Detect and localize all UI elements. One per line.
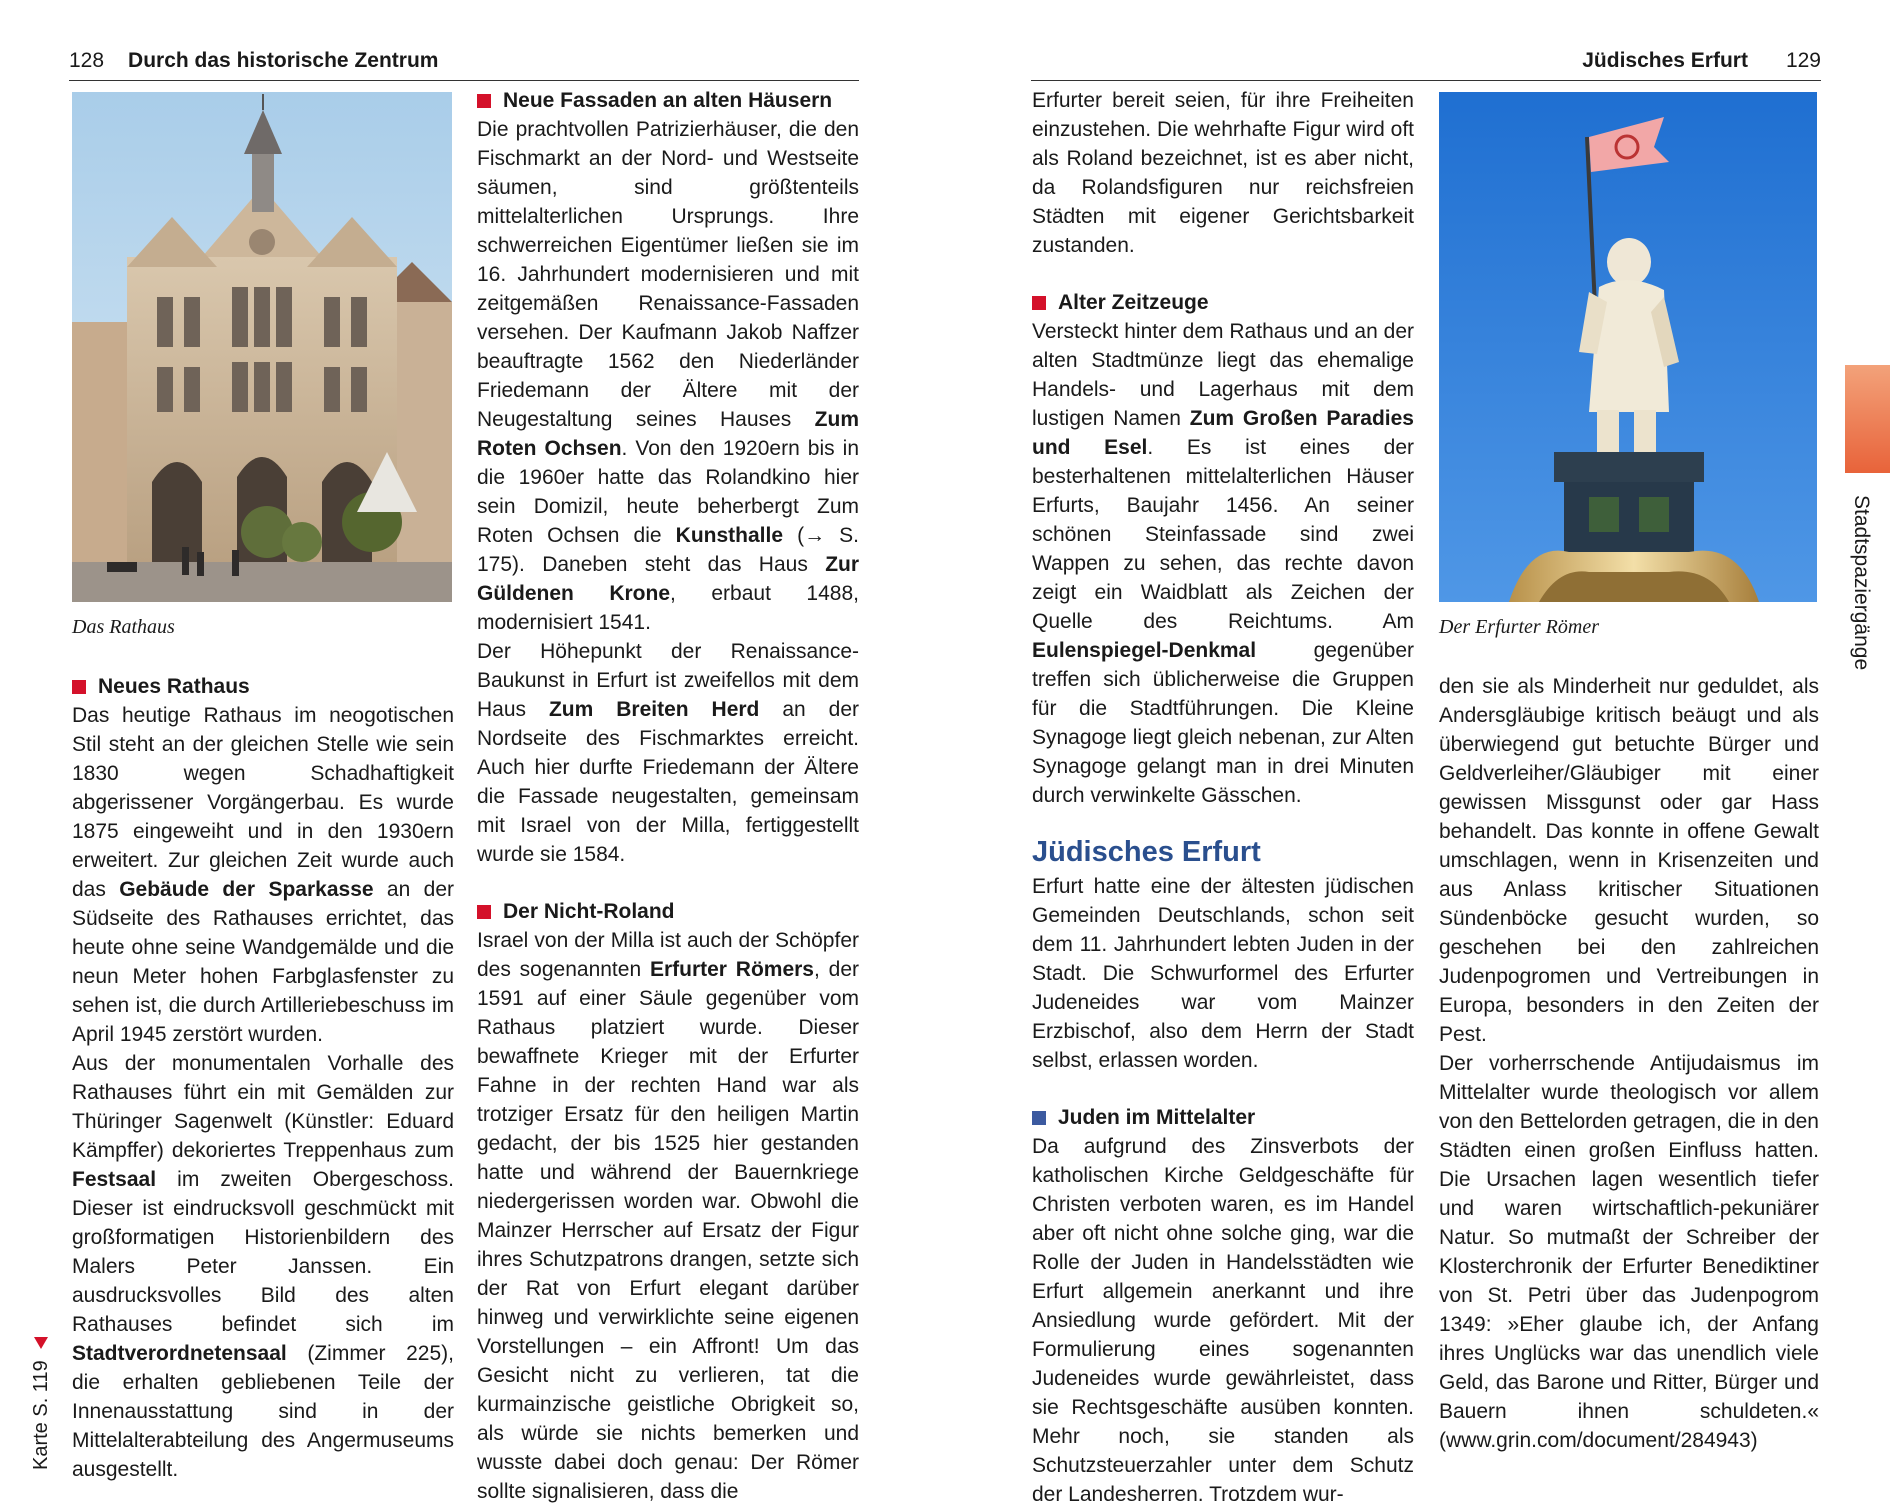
right-page [945, 0, 1890, 1506]
photo-caption: Der Erfurter Römer [1439, 616, 1599, 638]
rathaus-photo [72, 92, 452, 602]
bold-term: Zur Güldenen Krone [477, 553, 860, 605]
paragraph: den sie als Minderheit nur geduldet, als Andersgläubige kritisch beäugt und als überwiegend gut betuchte Bürger und Geldverleiher/Gläubiger mit einer gewissen Missgunst oder gar Hass behandelt. Das konnte in offene Gewalt umschlagen, wenn in Krisenzeiten und aus Anlass kritischer Situationen Sündenböcke gesucht wurden, so geschehen bei den zahlreichen Judenpogromen und Vertreibungen in Europa, besonders in den Zeiten der Pest. [1439, 675, 1819, 1046]
left-column-2 [477, 86, 859, 1506]
page-number: 129 [1785, 49, 1821, 72]
paragraph: Aus der monumentalen Vorhalle des Rathauses führt ein mit Gemälden zur Thüringer Sagenwelt (Künstler: Eduard Kämpffer) dekoriertes Treppenhaus zum Festsaal im zweiten Obergeschoss. Dieser ist eindrucksvoll geschmückt mit großformatigen Historienbildern des Malers Peter Janssen. Ein ausdrucksvolles Bild des alten Rathauses befindet sich im Stadtverordnetensaal (Zimmer 225), die erhalten gebliebenen Teile der Innenausstattung sind in der Mittelalterabteilung des Angermuseums ausgestellt. [72, 1052, 454, 1481]
bold-term: Zum Großen Paradies und Esel [1032, 407, 1414, 459]
section-heading-mittelalter: Juden im Mittelalter [1032, 1103, 1414, 1132]
bold-term: Gebäude der Sparkasse [119, 878, 374, 901]
page-number: 128 [69, 49, 105, 72]
chapter-tab[interactable] [1845, 365, 1890, 473]
left-column-1 [72, 672, 454, 1484]
red-square-icon [477, 94, 491, 108]
paragraph: Da aufgrund des Zinsverbots der katholischen Kirche Geldgeschäfte für Christen verboten waren, es im Handel aber oft nicht ohne solche ging, war die Rolle der Juden in Handelsstädten wie Erfurt allgemein anerkannt und ihre Ansiedlung wurde gefördert. Mit der Formulierung eines sogenannten Judeneides wurde gewährleistet, dass sie Rechtsgeschäfte ausüben konnten. Mehr noch, sie standen als Schutzsteuerzahler unter dem Schutz der Landesherren. Trotzdem wur- [1032, 1135, 1414, 1506]
blue-square-icon [1032, 1111, 1046, 1125]
section-heading-fassaden: Neue Fassaden an alten Häusern [477, 86, 859, 115]
right-page-header [1031, 46, 1821, 81]
bold-term: Zum Roten Ochsen [477, 408, 859, 460]
section-heading-nicht-roland: Der Nicht-Roland [477, 897, 859, 926]
running-head: Durch das historische Zentrum [128, 49, 439, 72]
section-title-juedisches-erfurt: Jüdisches Erfurt [1032, 836, 1261, 868]
bold-term: Kunsthalle [675, 524, 784, 547]
left-page [0, 0, 945, 1503]
paragraph: Israel von der Milla ist auch der Schöpfer des sogenannten Erfurter Römers, der 1591 auf einer Säule gegenüber vom Rathaus platziert wurde. Dieser bewaffnete Krieger mit der Erfurter Fahne in der rechten Hand war als trotziger Ersatz für den heiligen Martin gedacht, der bis 1525 hier gestanden hatte und während der Bauernkriege niedergerissen worden war. Obwohl die Mainzer Herrscher auf Ersatz der Figur ihres Schutzpatrons drangen, setzte sich der Rat von Erfurt elegant darüber hinweg und verwirklichte seine eigenen Vorstellungen – ein Affront! Um das Gesicht nicht zu verlieren, tat die kurmainzische geistliche Obrigkeit so, als würde sie nichts bemerken und wusste dabei doch genau: Der Römer sollte signalisieren, dass die [477, 929, 859, 1503]
paragraph: Versteckt hinter dem Rathaus und an der alten Stadtmünze liegt das ehemalige Handels- und Lagerhaus mit dem lustigen Namen Zum Großen Paradies und Esel. Es ist eines der besterhaltenen mittelalterlichen Häuser Erfurts, Baujahr 1456. An seiner schönen Steinfassade sind zwei Wappen zu sehen, das rechte davon zeigt ein Waidblatt als Zeichen der Quelle des Reichtums. Am Eulenspiegel-Denkmal gegenüber treffen sich üblicherweise die Gruppen für die Stadtführungen. Die Kleine Synagoge liegt gleich nebenan, zur Alten Synagoge gelangt man in drei Minuten durch verwinkelte Gässchen. [1032, 320, 1414, 807]
bold-term: Stadtverordnetensaal [72, 1342, 287, 1365]
bold-term: Zum Breiten Herd [548, 698, 760, 721]
bold-term: Eulenspiegel-Denkmal [1032, 639, 1257, 662]
map-reference[interactable]: Karte S. 119 [26, 1290, 56, 1470]
paragraph: Erfurt hatte eine der ältesten jüdischen Gemeinden Deutschlands, schon seit dem 11. Jahrhundert lebten Juden in der Stadt. Die Schwurformel des Erfurter Judeneides war vom Mainzer Erzbischof, also dem Herrn der Stadt selbst, erlassen worden. [1032, 875, 1414, 1072]
left-page-header [69, 46, 859, 81]
paragraph: Erfurter bereit seien, für ihre Freiheiten einzustehen. Die wehrhafte Figur wird oft als Roland bezeichnet, ist es aber nicht, da Rolandsfiguren nur reichsfreien Städten mit eigener Gerichtsbarkeit zustanden. [1032, 89, 1414, 257]
bold-term: Festsaal [72, 1168, 157, 1191]
section-heading-zeitzeuge: Alter Zeitzeuge [1032, 288, 1414, 317]
right-column-2 [1439, 672, 1819, 1455]
section-heading-neues-rathaus: Neues Rathaus [72, 672, 454, 701]
red-square-icon [72, 680, 86, 694]
paragraph: Der Höhepunkt der Renaissance-Baukunst in Erfurt ist zweifellos mit dem Haus Zum Breiten Herd an der Nordseite des Fischmarktes erreicht. Auch hier durfte Friedemann der Ältere die Fassade neugestalten, gemeinsam mit Israel von der Milla, fertiggestellt wurde sie 1584. [477, 640, 859, 866]
red-square-icon [477, 905, 491, 919]
red-square-icon [1032, 296, 1046, 310]
paragraph: Die prachtvollen Patrizierhäuser, die den Fischmarkt an der Nord- und Westseite säumen, sind größtenteils mittelalterlichen Ursprungs. Ihre schwerreichen Eigentümer ließen sie im 16. Jahrhundert modernisieren und mit zeitgemäßen Renaissance-Fassaden versehen. Der Kaufmann Jakob Naffzer beauftragte 1562 den Niederländer Friedemann der Ältere mit der Neugestaltung seines Hauses Zum Roten Ochsen. Von den 1920ern bis in die 1960er hatte das Rolandkino hier sein Domizil, heute beherbergt Zum Roten Ochsen die Kunsthalle (→ S. 175). Daneben steht das Haus Zur Güldenen Krone, erbaut 1488, modernisiert 1541. [477, 118, 860, 634]
right-column-1 [1032, 86, 1414, 1509]
chapter-tab-label: Stadtspaziergänge [1850, 495, 1873, 671]
bold-term: Erfurter Römers [649, 958, 814, 981]
map-arrow-icon [34, 1337, 48, 1349]
running-head: Jüdisches Erfurt [1582, 49, 1748, 72]
paragraph: Das heutige Rathaus im neogotischen Stil steht an der gleichen Stelle wie sein 1830 wegen Schadhaftigkeit abgerissener Vorgängerbau. Es wurde 1875 eingeweiht und in den 1930ern erweitert. Zur gleichen Zeit wurde auch das Gebäude der Sparkasse an der Südseite des Rathauses errichtet, das heute ohne seine Wandgemälde und die neun Meter hohen Farbglasfenster zu sehen ist, die durch Artilleriebeschuss im April 1945 zerstört wurden. [72, 704, 454, 1046]
paragraph: Der vorherrschende Antijudaismus im Mittelalter wurde theologisch vor allem von den Bettelorden getragen, die in den Städten einen großen Einfluss hatten. Die Ursachen lagen wesentlich tiefer und waren wirtschaftlich-pekuniärer Natur. So mutmaßt der Schreiber der Klosterchronik der Erfurter Benediktiner von St. Petri über das Judenpogrom 1349: »Eher glaube ich, der Anfang ihres Unglücks war das unendlich viele Geld, das Barone und Ritter, Bürger und Bauern ihnen schuldeten.« (www.grin.com/document/284943) [1439, 1052, 1819, 1452]
roemer-photo [1439, 92, 1817, 602]
photo-caption: Das Rathaus [72, 616, 175, 638]
